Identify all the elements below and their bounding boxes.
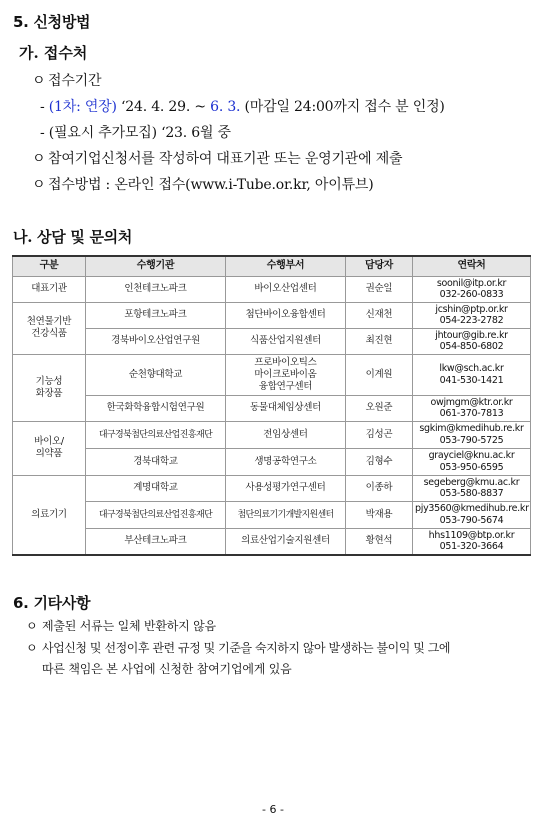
category-cell: 기능성 화장품 (13, 354, 86, 421)
org-cell: 순천향대학교 (86, 354, 226, 395)
method-text: 접수방법 : 온라인 접수(www.i-Tube.or.kr, 아이튜브) (48, 177, 374, 193)
org-cell: 경북대학교 (86, 448, 226, 475)
bullet-circle: ㅇ (32, 177, 46, 193)
org-cell: 계명대학교 (86, 475, 226, 501)
contact-cell (413, 501, 531, 528)
table-row (13, 448, 531, 475)
header-category: 구분 (13, 256, 86, 276)
person-cell: 김형수 (346, 448, 413, 475)
table-row (13, 354, 531, 395)
contact-cell (413, 475, 531, 501)
phone: 053-580-8837 (439, 488, 504, 499)
table-row (13, 302, 531, 328)
bullet-circle: ㅇ (32, 73, 46, 89)
header-person: 담당자 (346, 256, 413, 276)
phone: 041-530-1421 (439, 374, 504, 386)
table-row (13, 501, 531, 528)
bullet-circle: ㅇ (32, 151, 46, 167)
dept-cell: 식품산업지원센터 (226, 328, 346, 354)
contact-cell (413, 421, 531, 448)
subsection-a-title: 가. 접수처 (19, 44, 88, 62)
category-cell: 대표기관 (13, 276, 86, 302)
dept-cell: 사용성평가연구센터 (226, 475, 346, 501)
period2-line (40, 122, 231, 142)
period1-note: (마감일 24:00까지 접수 분 인정) (240, 99, 445, 115)
email: lkw@sch.ac.kr (439, 363, 504, 374)
table-row (13, 395, 531, 421)
dept-cell: 동물대체임상센터 (226, 395, 346, 421)
table-header-row (13, 256, 531, 276)
contact-table (12, 255, 531, 556)
phone: 053-790-5674 (439, 514, 504, 526)
email: pjy3560@kmedihub.re.kr (415, 503, 529, 514)
contact-cell (413, 448, 531, 475)
section-na-title: 나. 상담 및 문의처 (13, 228, 133, 246)
org-cell: 대구경북첨단의료산업진흥재단 (86, 421, 226, 448)
email: hhs1109@btp.or.kr (428, 529, 515, 541)
note2-line2 (42, 660, 292, 677)
page-number: - 6 - (262, 803, 284, 816)
table-row (13, 475, 531, 501)
person-cell: 이계원 (346, 354, 413, 395)
person-cell: 권순일 (346, 276, 413, 302)
dept-cell: 전임상센터 (226, 421, 346, 448)
email: soonil@itp.or.kr (436, 277, 507, 289)
category-cell: 의료기기 (13, 475, 86, 555)
phone: 032-260-0833 (439, 289, 504, 300)
email: owjmgm@ktr.or.kr (430, 396, 513, 408)
table-row (13, 528, 531, 555)
method-line (32, 174, 373, 194)
period-label: 접수기간 (48, 73, 102, 89)
table-row (13, 421, 531, 448)
phone: 053-790-5725 (439, 434, 504, 446)
header-contact: 연락처 (413, 256, 531, 276)
dept-cell: 첨단의료기기개발지원센터 (226, 501, 346, 528)
table-row (13, 328, 531, 354)
contact-cell (413, 302, 531, 328)
dept-cell: 생명공학연구소 (226, 448, 346, 475)
contact-cell (413, 395, 531, 421)
bullet-circle: ㅇ (26, 641, 38, 655)
org-cell: 부산테크노파크 (86, 528, 226, 555)
dash: - (40, 125, 45, 141)
email: jhtour@gib.re.kr (435, 329, 508, 341)
email: jcshin@ptp.or.kr (435, 303, 508, 315)
person-cell: 이종하 (346, 475, 413, 501)
period1-round: (1차: 연장) (48, 99, 117, 115)
phone: 061-370-7813 (439, 408, 504, 419)
dept-cell: 의료산업기술지원센터 (226, 528, 346, 555)
note2-line1 (26, 639, 450, 656)
period1-start: ‘24. 4. 29. ~ (121, 99, 211, 115)
org-cell: 경북바이오산업연구원 (86, 328, 226, 354)
submit-line (32, 148, 402, 168)
dept-cell: 바이오산업센터 (226, 276, 346, 302)
note2-part1: 사업신청 및 선정이후 관련 규정 및 기준을 숙지하지 않아 발생하는 불이익 및 그에 (42, 641, 451, 655)
submit-text: 참여기업신청서를 작성하여 대표기관 또는 운영기관에 제출 (48, 151, 403, 167)
dept-cell: 프로바이오틱스 마이크로바이옴 융합연구센터 (226, 354, 346, 395)
category-cell: 바이오/ 의약품 (13, 421, 86, 475)
phone: 054-850-6802 (439, 341, 504, 352)
section-5-title: 5. 신청방법 (13, 13, 91, 31)
org-cell: 인천테크노파크 (86, 276, 226, 302)
phone: 051-320-3664 (439, 541, 504, 553)
contact-cell (413, 328, 531, 354)
dept-cell: 첨단바이오융합센터 (226, 302, 346, 328)
email: sgkim@kmedihub.re.kr (419, 423, 524, 434)
period1-line (40, 96, 445, 116)
section-6-title: 6. 기타사항 (13, 594, 91, 612)
contact-cell (413, 354, 531, 395)
email: segeberg@kmu.ac.kr (423, 476, 520, 488)
note1: 제출된 서류는 일체 반환하지 않음 (42, 619, 216, 633)
phone: 053-950-6595 (439, 461, 504, 473)
dash: - (40, 99, 45, 115)
phone: 054-223-2782 (439, 315, 504, 326)
person-cell: 박재용 (346, 501, 413, 528)
table-row (13, 276, 531, 302)
contact-cell (413, 276, 531, 302)
note2-part2: 따른 책임은 본 사업에 신청한 참여기업에게 있음 (42, 662, 292, 676)
period-label-line (32, 70, 101, 90)
period1-deadline: 6. 3. (210, 99, 241, 115)
contact-cell (413, 528, 531, 555)
email: grayciel@knu.ac.kr (428, 450, 515, 461)
person-cell: 김성곤 (346, 421, 413, 448)
bullet-circle: ㅇ (26, 619, 38, 633)
category-cell: 천연물기반 건강식품 (13, 302, 86, 354)
org-cell: 대구경북첨단의료산업진흥재단 (86, 501, 226, 528)
period2: (필요시 추가모집) ‘23. 6월 중 (48, 125, 231, 141)
person-cell: 황현석 (346, 528, 413, 555)
person-cell: 오원준 (346, 395, 413, 421)
header-org: 수행기관 (86, 256, 226, 276)
note1-line (26, 617, 216, 634)
person-cell: 신재천 (346, 302, 413, 328)
person-cell: 최진현 (346, 328, 413, 354)
org-cell: 한국화학융합시험연구원 (86, 395, 226, 421)
header-dept: 수행부서 (226, 256, 346, 276)
org-cell: 포항테크노파크 (86, 302, 226, 328)
